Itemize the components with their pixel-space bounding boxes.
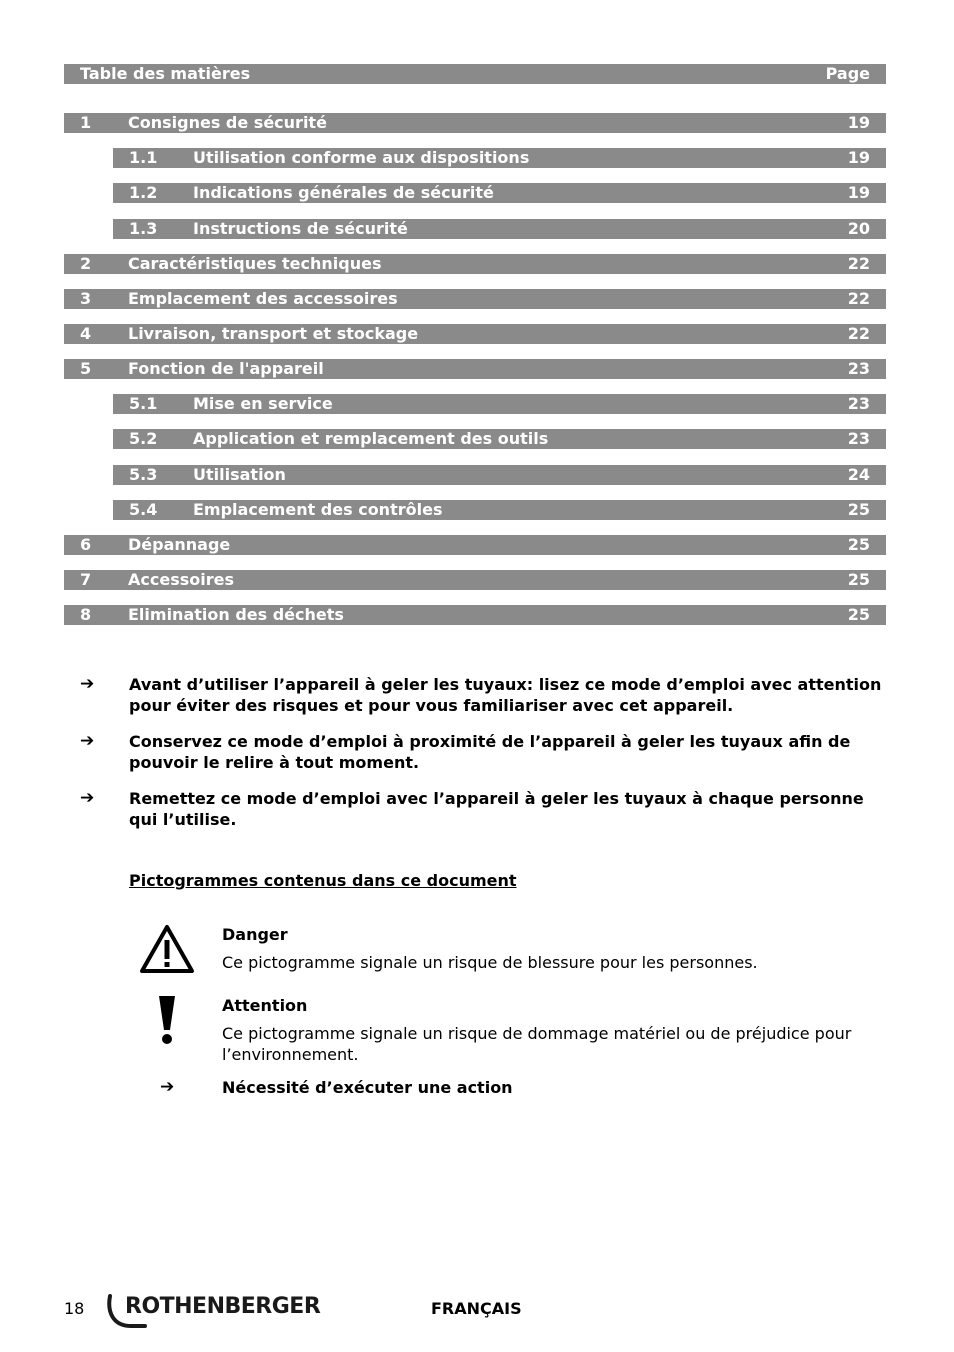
toc-entry[interactable] xyxy=(113,429,886,449)
toc-entry[interactable] xyxy=(64,254,886,274)
arrow-right-icon: ➔ xyxy=(80,731,95,751)
toc-entry-page: 19 xyxy=(847,183,870,202)
toc-entry-page: 25 xyxy=(847,605,870,624)
toc-entry[interactable] xyxy=(64,289,886,309)
toc-entry-page: 25 xyxy=(847,535,870,554)
toc-entry-page: 19 xyxy=(847,148,870,167)
toc-entry[interactable] xyxy=(64,113,886,133)
toc-entry[interactable] xyxy=(113,183,886,203)
toc-entry-number: 1.3 xyxy=(129,219,158,238)
brand-name: ROTHENBERGER xyxy=(125,1294,321,1319)
toc-entry-page: 22 xyxy=(847,289,870,308)
exclamation-icon xyxy=(156,996,178,1046)
toc-entry[interactable] xyxy=(113,394,886,414)
toc-entry-title: Instructions de sécurité xyxy=(193,219,408,238)
toc-entry-title: Utilisation xyxy=(193,465,286,484)
toc-entry-number: 6 xyxy=(80,535,92,554)
action-title: Nécessité d’exécuter une action xyxy=(222,1078,513,1097)
arrow-right-icon: ➔ xyxy=(160,1077,175,1097)
toc-entry-title: Emplacement des accessoires xyxy=(128,289,398,308)
toc-entry-number: 5.2 xyxy=(129,429,158,448)
danger-description: Ce pictogramme signale un risque de blessure pour les personnes. xyxy=(222,953,758,972)
toc-entry-page: 22 xyxy=(847,254,870,273)
toc-entry[interactable] xyxy=(64,605,886,625)
warning-triangle-icon xyxy=(138,923,196,975)
toc-entry-number: 1 xyxy=(80,113,92,132)
language-label: FRANÇAIS xyxy=(431,1299,522,1318)
toc-entry-number: 7 xyxy=(80,570,92,589)
toc-entry-title: Utilisation conforme aux dispositions xyxy=(193,148,530,167)
toc-entry-number: 8 xyxy=(80,605,92,624)
toc-page-label: Page xyxy=(825,64,870,83)
page-number: 18 xyxy=(64,1299,85,1318)
toc-entry-page: 24 xyxy=(847,465,870,484)
toc-entry-title: Emplacement des contrôles xyxy=(193,500,443,519)
toc-entry-page: 23 xyxy=(847,429,870,448)
toc-entry-number: 1.1 xyxy=(129,148,158,167)
toc-entry[interactable] xyxy=(64,535,886,555)
instruction-text: Avant d’utiliser l’appareil à geler les tuyaux: lisez ce mode d’emploi avec attention pour éviter des risques et pour vous familiariser avec cet appareil. xyxy=(129,675,882,715)
attention-description: Ce pictogramme signale un risque de dommage matériel ou de préjudice pour l’environnement. xyxy=(222,1024,852,1064)
instruction-text: Remettez ce mode d’emploi avec l’appareil à geler les tuyaux à chaque personne qui l’utilise. xyxy=(129,789,864,829)
arrow-right-icon: ➔ xyxy=(80,674,95,694)
toc-entry-title: Fonction de l'appareil xyxy=(128,359,324,378)
toc-title: Table des matières xyxy=(80,64,251,83)
arrow-right-icon: ➔ xyxy=(80,788,95,808)
danger-title: Danger xyxy=(222,925,288,944)
toc-entry-page: 25 xyxy=(847,500,870,519)
toc-entry-page: 20 xyxy=(847,219,870,238)
toc-entry-number: 3 xyxy=(80,289,92,308)
toc-entry-page: 23 xyxy=(847,394,870,413)
attention-title: Attention xyxy=(222,996,308,1015)
toc-entry-title: Application et remplacement des outils xyxy=(193,429,549,448)
toc-entry-number: 4 xyxy=(80,324,92,343)
toc-entry[interactable] xyxy=(64,324,886,344)
toc-entry-number: 5.3 xyxy=(129,465,158,484)
toc-entry[interactable] xyxy=(113,500,886,520)
toc-entry[interactable] xyxy=(113,219,886,239)
toc-entry-number: 5.4 xyxy=(129,500,158,519)
toc-entry-title: Consignes de sécurité xyxy=(128,113,327,132)
toc-entry-number: 5.1 xyxy=(129,394,158,413)
toc-header xyxy=(64,64,886,84)
instruction-text: Conservez ce mode d’emploi à proximité de l’appareil à geler les tuyaux afin de pouvoir le relire à tout moment. xyxy=(129,732,851,772)
toc-entry[interactable] xyxy=(113,148,886,168)
toc-entry-title: Indications générales de sécurité xyxy=(193,183,494,202)
toc-entry-title: Mise en service xyxy=(193,394,333,413)
toc-entry-title: Dépannage xyxy=(128,535,231,554)
toc-entry-title: Elimination des déchets xyxy=(128,605,344,624)
toc-entry[interactable] xyxy=(64,570,886,590)
pictograms-heading: Pictogrammes contenus dans ce document xyxy=(129,871,517,890)
toc-entry-number: 2 xyxy=(80,254,92,273)
toc-entry-number: 5 xyxy=(80,359,92,378)
toc-entry-page: 19 xyxy=(847,113,870,132)
toc-entry-page: 25 xyxy=(847,570,870,589)
toc-entry-title: Caractéristiques techniques xyxy=(128,254,382,273)
toc-entry-title: Livraison, transport et stockage xyxy=(128,324,419,343)
toc-entry-page: 23 xyxy=(847,359,870,378)
toc-entry[interactable] xyxy=(64,359,886,379)
toc-entry-number: 1.2 xyxy=(129,183,158,202)
toc-entry-title: Accessoires xyxy=(128,570,234,589)
toc-entry[interactable] xyxy=(113,465,886,485)
toc-entry-page: 22 xyxy=(847,324,870,343)
